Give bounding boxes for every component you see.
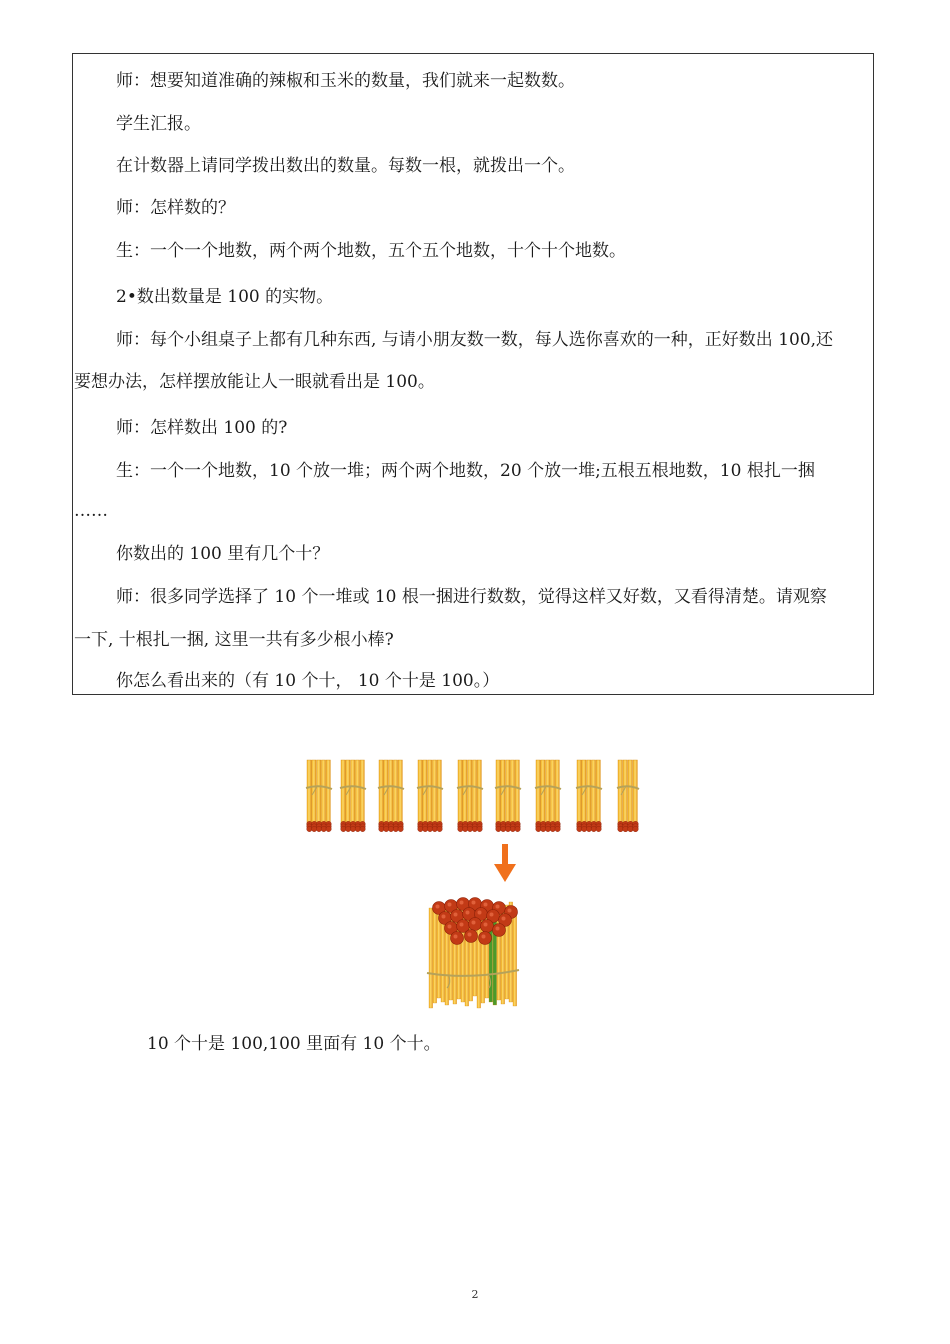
stick-bundle-icon xyxy=(617,760,639,832)
paragraph-line: 一下, 十根扎一捆, 这里一共有多少根小棒? xyxy=(74,630,394,650)
paragraph-line: 生：一个一个地数，两个两个地数，五个五个地数，十个十个地数。 xyxy=(116,241,626,261)
stick-bundle-icon xyxy=(378,760,404,832)
stick-bundle-icon xyxy=(340,760,366,832)
stick-bundle-icon xyxy=(576,760,602,832)
stick-bundles-figure xyxy=(305,758,640,1013)
figure-caption: 10 个十是 100,100 里面有 10 个十。 xyxy=(147,1034,441,1054)
text-frame xyxy=(72,53,874,695)
paragraph-line: 你怎么看出来的（有 10 个十， 10 个十是 100。） xyxy=(116,671,500,691)
paragraph-line: 学生汇报。 xyxy=(116,114,201,134)
paragraph-line: 师：怎样数出 100 的? xyxy=(116,418,288,438)
hundred-bundle xyxy=(427,898,519,1009)
section-heading: 2•数出数量是 100 的实物。 xyxy=(116,287,334,307)
stick-bundle-icon xyxy=(306,760,332,832)
paragraph-line: 你数出的 100 里有几个十？ xyxy=(116,544,330,564)
stick-bundle-icon xyxy=(417,760,443,832)
paragraph-line: 师：每个小组桌子上都有几种东西, 与请小朋友数一数，每人选你喜欢的一种，正好数出 100,还 xyxy=(116,330,834,350)
stick-bundles-illustration xyxy=(305,758,640,1013)
page-number: 2 xyxy=(471,1288,479,1301)
paragraph-line: 生：一个一个地数，10 个放一堆；两个两个地数，20 个放一堆;五根五根地数，10 根扎一捆 xyxy=(116,461,815,481)
paragraph-line: 师：很多同学选择了 10 个一堆或 10 根一捆进行数数，觉得这样又好数，又看得清楚。请观察 xyxy=(116,587,827,607)
paragraph-line: 师：想要知道准确的辣椒和玉米的数量，我们就来一起数数。 xyxy=(116,71,575,91)
stick-bundle-icon xyxy=(535,760,561,832)
stick-bundle-icon xyxy=(457,760,483,832)
paragraph-line: 师：怎样数的？ xyxy=(116,198,235,218)
paragraph-line: 在计数器上请同学拨出数出的数量。每数一根，就拨出一个。 xyxy=(116,156,575,176)
stick-bundle-icon xyxy=(495,760,521,832)
ten-bundles-row xyxy=(306,760,639,832)
paragraph-line: 要想办法，怎样摆放能让人一眼就看出是 100。 xyxy=(74,372,435,392)
down-arrow-icon xyxy=(494,844,516,882)
paragraph-line: …… xyxy=(74,501,108,521)
